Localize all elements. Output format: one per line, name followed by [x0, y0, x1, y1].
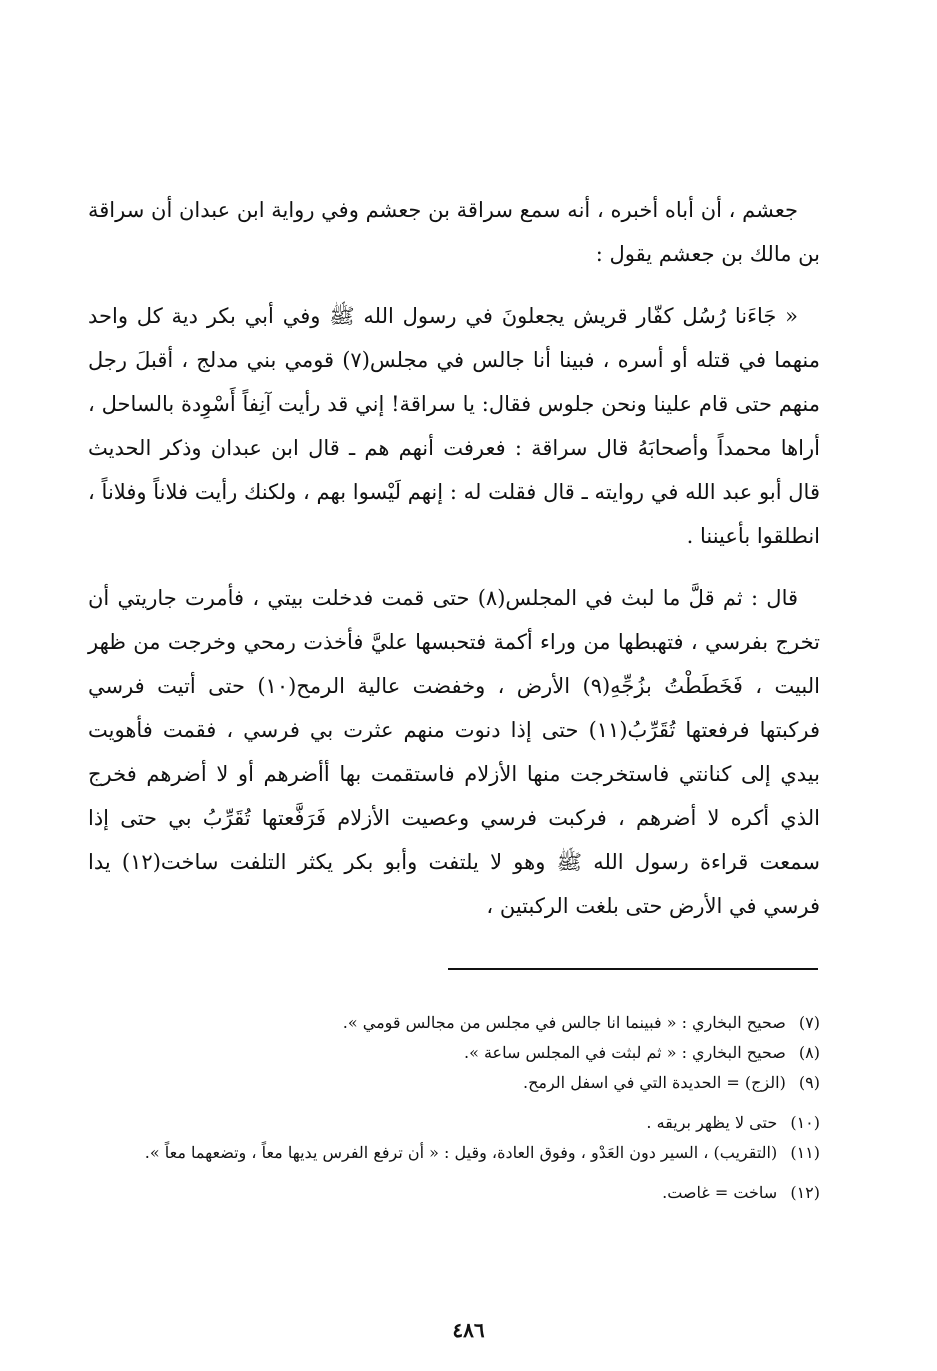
footnote-11 — [88, 1138, 820, 1168]
footnote-number: (١١) — [790, 1143, 820, 1162]
page-number: ٤٨٦ — [452, 1318, 485, 1342]
footnote-7 — [88, 1008, 820, 1038]
footnote-text: صحيح البخاري : « ثم لبثت في المجلس ساعة ». — [463, 1043, 786, 1062]
footnote-text: (التقريب) ، السير دون العَدْو ، وفوق العادة، وقيل : « أن ترفع الفرس يديها معاً ، وتضعهما معاً ». — [144, 1143, 778, 1162]
footnote-9 — [88, 1068, 820, 1098]
footnote-separator-rule — [448, 968, 818, 970]
footnotes-section — [88, 1008, 820, 1208]
paragraph-1: جعشم ، أن أباه أخبره ، أنه سمع سراقة بن جعشم وفي رواية ابن عبدان أن سراقة بن مالك بن جعشم يقول : — [88, 198, 820, 266]
footnote-number: (٧) — [798, 1013, 820, 1032]
footnote-number: (١٢) — [790, 1183, 820, 1202]
paragraph-2: « جَاءَنا رُسُل كفّار قريش يجعلونَ في رسول الله ﷺ وفي أبي بكر دية كل واحد منهما في قتله أو أسره ، فبينا أنا جالس في مجلس(٧) قومي بني مدلج ، أقبلَ رجل منهم حتى قام علينا ونحن جلوس فقال: يا سراقة! إني قد رأيت آنِفاً أَسْوِدة بالساحل ، أراها محمداً وأصحابَهُ قال سراقة : فعرفت أنهم هم ـ قال ابن عبدان وذكر الحديث قال أبو عبد الله في روايته ـ قال فقلت له : إنهم لَيْسوا بهم ، ولكنك رأيت فلاناً وفلاناً ، انطلقوا بأعيننا . — [88, 304, 820, 548]
footnote-text: (الزج) = الحديدة التي في اسفل الرمح. — [522, 1073, 786, 1092]
main-text-body — [88, 188, 820, 928]
paragraph-3: قال : ثم قلَّ ما لبث في المجلس(٨) حتى قمت فدخلت بيتي ، فأمرت جاريتي أن تخرج بفرسي ، فتهبطها من وراء أكمة فتحبسها عليَّ فأخذت رمحي وخرجت من ظهر البيت ، فَخَطَطْتُ بزُجِّهِ(٩) الأرض ، وخفضت عالية الرمح(١٠) حتى أتيت فرسي فركبتها فرفعتها تُقَرِّبُ(١١) حتى إذا دنوت منهم عثرت بي فرسي ، فقمت فأهويت بيدي إلى كنانتي فاستخرجت منها الأزلام فاستقمت بها أأضرهم أو لا أضرهم فخرج الذي أكره لا أضرهم ، فركبت فرسي وعصيت الأزلام فَرَفَّعتها تُقَرِّبُ بي حتى إذا سمعت قراءة رسول الله ﷺ وهو لا يلتفت وأبو بكر يكثر التلفت ساخت(١٢) يدا فرسي في الأرض حتى بلغت الركبتين ، — [88, 586, 821, 918]
footnote-number: (١٠) — [790, 1113, 820, 1132]
footnote-10 — [88, 1108, 820, 1138]
footnote-12 — [88, 1178, 820, 1208]
footnote-number: (٨) — [798, 1043, 820, 1062]
footnote-text: صحيح البخاري : « فبينما انا جالس في مجلس من مجالس قومي ». — [342, 1013, 786, 1032]
footnote-text: ساخت = غاصت. — [662, 1183, 778, 1202]
footnote-text: حتى لا يظهر بريقه . — [646, 1113, 778, 1132]
footnote-number: (٩) — [798, 1073, 820, 1092]
footnote-8 — [88, 1038, 820, 1068]
